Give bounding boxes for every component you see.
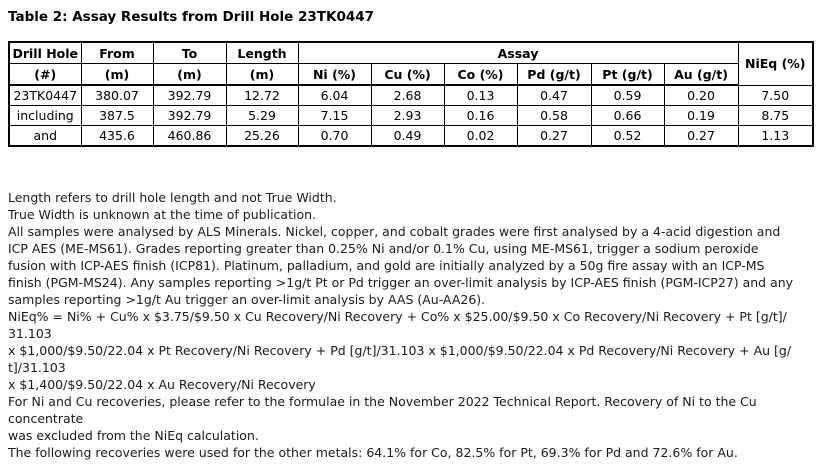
footnote-line: 31.103 xyxy=(8,326,52,341)
unit-header-from: (m) xyxy=(81,64,153,86)
cell-from: 387.5 xyxy=(81,106,153,126)
unit-header-to: (m) xyxy=(153,64,226,86)
footnote-line: ICP AES (ME-MS61). Grades reporting greater than 0.25% Ni and/or 0.1% Cu, using ME-MS61, trigger a sodium peroxide xyxy=(8,241,759,256)
assay-results-table xyxy=(8,41,814,147)
page-title: Table 2: Assay Results from Drill Hole 23TK0447 xyxy=(8,9,375,25)
cell-cu: 0.49 xyxy=(371,126,444,147)
cell-length: 25.26 xyxy=(226,126,298,147)
cell-to: 392.79 xyxy=(153,85,226,106)
col-header-co: Co (%) xyxy=(444,64,517,86)
cell-ni: 0.70 xyxy=(298,126,371,147)
col-header-pd: Pd (g/t) xyxy=(517,64,591,86)
col-header-drill-hole: Drill Hole xyxy=(9,42,81,64)
unit-header-drill-hole: (#) xyxy=(9,64,81,86)
footnote-line: For Ni and Cu recoveries, please refer to the formulae in the November 2022 Technical Report. Recovery of Ni to the Cu xyxy=(8,394,757,409)
col-header-pt: Pt (g/t) xyxy=(591,64,664,86)
cell-co: 0.16 xyxy=(444,106,517,126)
cell-cu: 2.93 xyxy=(371,106,444,126)
col-header-length: Length xyxy=(226,42,298,64)
cell-from: 435.6 xyxy=(81,126,153,147)
cell-pt: 0.66 xyxy=(591,106,664,126)
footnote-line: samples reporting >1g/t Au trigger an over-limit analysis by AAS (Au-AA26). xyxy=(8,292,486,307)
cell-drill-hole: 23TK0447 xyxy=(9,85,81,106)
footnote-line: The following recoveries were used for the other metals: 64.1% for Co, 82.5% for Pt, 69.3% for Pd and 72.6% for Au. xyxy=(8,445,738,460)
table-header-row-top xyxy=(9,42,813,64)
cell-au: 0.27 xyxy=(664,126,738,147)
cell-cu: 2.68 xyxy=(371,85,444,106)
cell-ni: 7.15 xyxy=(298,106,371,126)
table-row xyxy=(9,126,813,147)
cell-pd: 0.47 xyxy=(517,85,591,106)
col-header-au: Au (g/t) xyxy=(664,64,738,86)
footnote-line: True Width is unknown at the time of publication. xyxy=(8,207,316,222)
col-header-from: From xyxy=(81,42,153,64)
footnote-line: All samples were analysed by ALS Minerals. Nickel, copper, and cobalt grades were first analysed by a 4-acid digestion and xyxy=(8,224,781,239)
footnote-line: Length refers to drill hole length and not True Width. xyxy=(8,190,337,205)
cell-length: 5.29 xyxy=(226,106,298,126)
footnotes-block xyxy=(8,189,812,461)
cell-to: 392.79 xyxy=(153,106,226,126)
cell-ni: 6.04 xyxy=(298,85,371,106)
footnote-line: x $1,000/$9.50/22.04 x Pt Recovery/Ni Recovery + Pd [g/t]/31.103 x $1,000/$9.50/22.04 x Pd Recovery/Ni Recovery + Au [g/ xyxy=(8,343,792,358)
footnote-line: finish (PGM-MS24). Any samples reporting >1g/t Pt or Pd trigger an over-limit analysis by ICP-AES finish (PGM-ICP27) and any xyxy=(8,275,794,290)
table-row xyxy=(9,106,813,126)
footnote-line: NiEq% = Ni% + Cu% x $3.75/$9.50 x Cu Recovery/Ni Recovery + Co% x $25.00/$9.50 x Co Recovery/Ni Recovery + Pt [g/t]/ xyxy=(8,309,787,324)
cell-pt: 0.59 xyxy=(591,85,664,106)
cell-nieq: 7.50 xyxy=(738,85,813,106)
cell-to: 460.86 xyxy=(153,126,226,147)
footnote-line: concentrate xyxy=(8,411,84,426)
col-header-assay-group: Assay xyxy=(298,42,738,64)
col-header-to: To xyxy=(153,42,226,64)
table-row xyxy=(9,85,813,106)
cell-drill-hole: and xyxy=(9,126,81,147)
footnote-line: x $1,400/$9.50/22.04 x Au Recovery/Ni Recovery xyxy=(8,377,316,392)
cell-co: 0.02 xyxy=(444,126,517,147)
col-header-ni: Ni (%) xyxy=(298,64,371,86)
cell-co: 0.13 xyxy=(444,85,517,106)
col-header-nieq: NiEq (%) xyxy=(738,42,813,85)
cell-pd: 0.27 xyxy=(517,126,591,147)
cell-drill-hole: including xyxy=(9,106,81,126)
footnote-line: fusion with ICP-AES finish (ICP81). Platinum, palladium, and gold are initially analyzed by a 50g fire assay with an ICP-MS xyxy=(8,258,765,273)
table-header-row-units xyxy=(9,64,813,86)
cell-nieq: 1.13 xyxy=(738,126,813,147)
cell-au: 0.20 xyxy=(664,85,738,106)
cell-length: 12.72 xyxy=(226,85,298,106)
footnote-line: t]/31.103 xyxy=(8,360,66,375)
cell-nieq: 8.75 xyxy=(738,106,813,126)
footnote-line: was excluded from the NiEq calculation. xyxy=(8,428,259,443)
cell-from: 380.07 xyxy=(81,85,153,106)
cell-pt: 0.52 xyxy=(591,126,664,147)
cell-au: 0.19 xyxy=(664,106,738,126)
unit-header-length: (m) xyxy=(226,64,298,86)
col-header-cu: Cu (%) xyxy=(371,64,444,86)
cell-pd: 0.58 xyxy=(517,106,591,126)
